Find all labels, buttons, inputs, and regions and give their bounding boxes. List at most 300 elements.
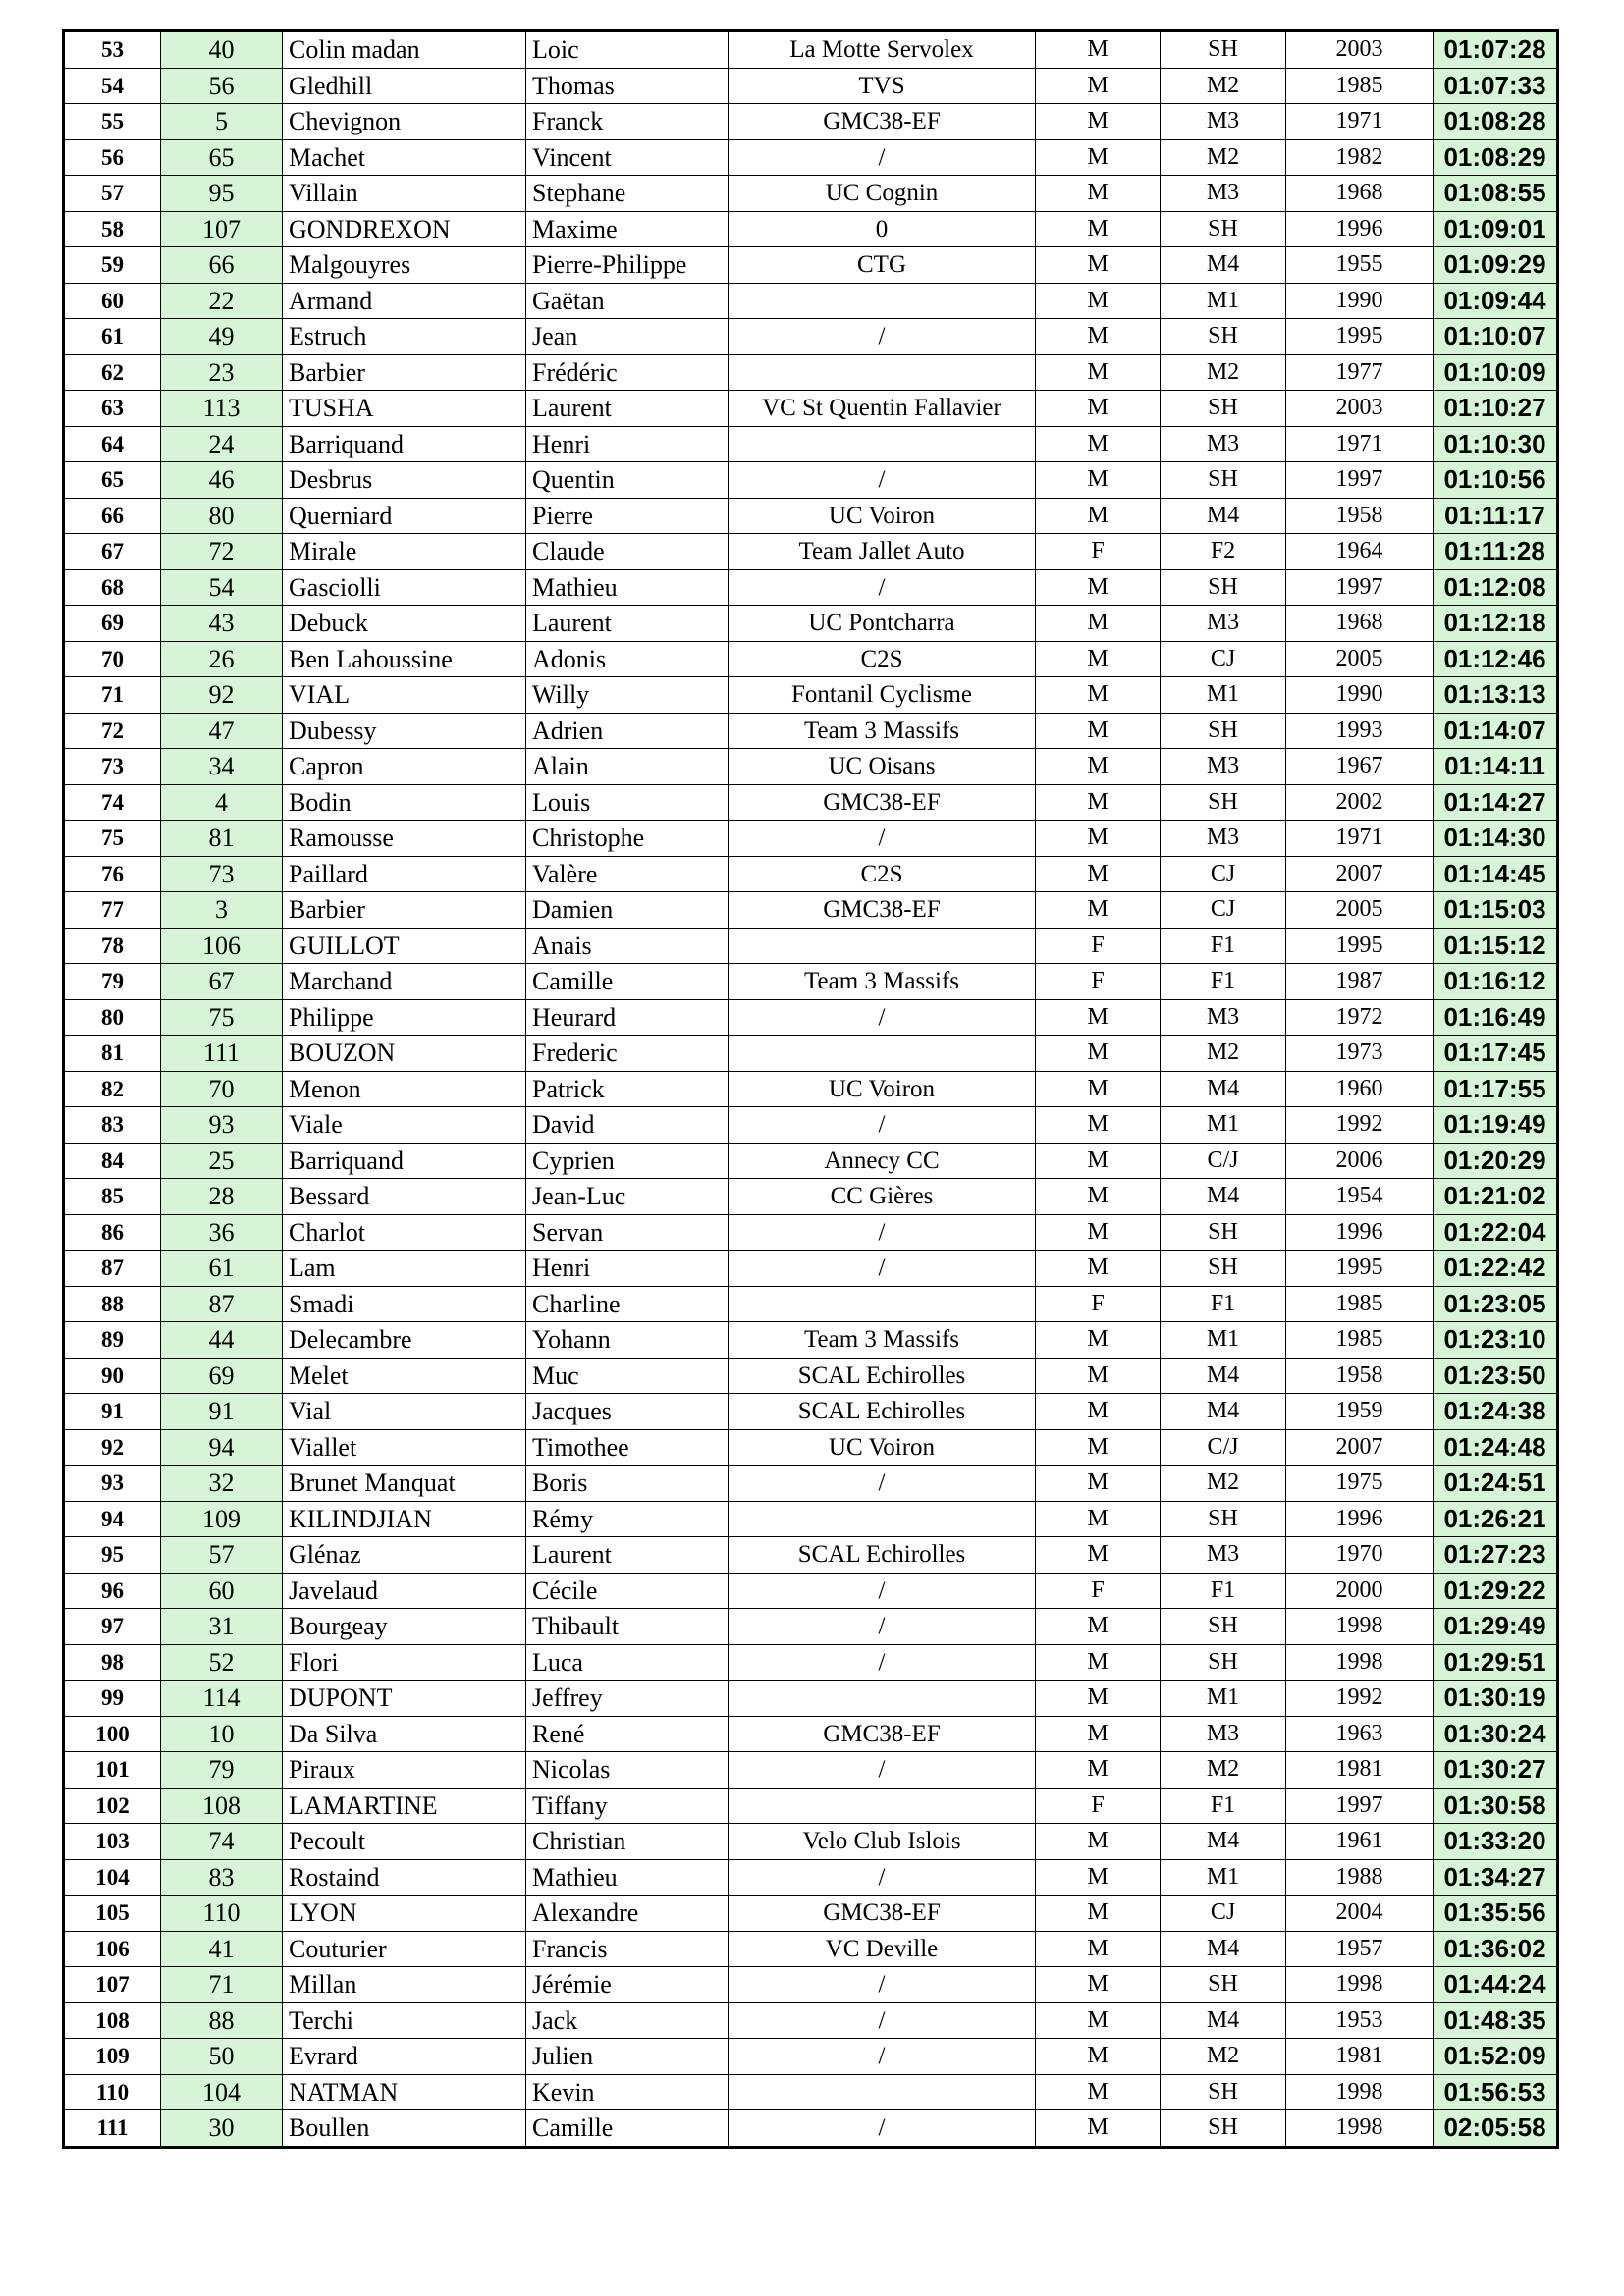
bib-cell: 25 (161, 1143, 283, 1179)
bib-cell: 109 (161, 1501, 283, 1537)
rank-cell: 101 (64, 1752, 161, 1789)
first-name-cell: Nicolas (526, 1752, 729, 1789)
first-name-cell: Maxime (526, 211, 729, 247)
sex-cell: M (1036, 749, 1161, 785)
rank-cell: 90 (64, 1358, 161, 1394)
sex-cell: M (1036, 999, 1161, 1036)
sex-cell: M (1036, 2110, 1161, 2148)
club-cell: / (729, 1967, 1036, 2003)
birth-year-cell: 1954 (1286, 1179, 1434, 1215)
rank-cell: 82 (64, 1071, 161, 1107)
bib-cell: 41 (161, 1931, 283, 1967)
time-cell: 01:23:50 (1434, 1358, 1558, 1394)
bib-cell: 30 (161, 2110, 283, 2148)
time-cell: 02:05:58 (1434, 2110, 1558, 2148)
time-cell: 01:09:29 (1434, 247, 1558, 284)
first-name-cell: Camille (526, 2110, 729, 2148)
table-row (64, 2074, 1558, 2110)
time-cell: 01:12:08 (1434, 569, 1558, 606)
table-row (64, 1071, 1558, 1107)
bib-cell: 65 (161, 139, 283, 176)
club-cell: Velo Club Islois (729, 1824, 1036, 1860)
table-row (64, 247, 1558, 284)
last-name-cell: Charlot (283, 1214, 526, 1251)
first-name-cell: Laurent (526, 606, 729, 642)
last-name-cell: Machet (283, 139, 526, 176)
club-cell: / (729, 1251, 1036, 1287)
bib-cell: 46 (161, 462, 283, 499)
table-row (64, 1214, 1558, 1251)
birth-year-cell: 1997 (1286, 1788, 1434, 1824)
last-name-cell: Desbrus (283, 462, 526, 499)
birth-year-cell: 1998 (1286, 2110, 1434, 2148)
first-name-cell: Alexandre (526, 1896, 729, 1932)
rank-cell: 96 (64, 1573, 161, 1609)
bib-cell: 110 (161, 1896, 283, 1932)
sex-cell: M (1036, 1681, 1161, 1717)
birth-year-cell: 1953 (1286, 2002, 1434, 2039)
sex-cell: M (1036, 1859, 1161, 1896)
first-name-cell: Cyprien (526, 1143, 729, 1179)
time-cell: 01:15:12 (1434, 928, 1558, 964)
bib-cell: 73 (161, 856, 283, 892)
first-name-cell: Gaëtan (526, 283, 729, 319)
time-cell: 01:14:27 (1434, 784, 1558, 821)
category-cell: SH (1161, 569, 1286, 606)
sex-cell: F (1036, 964, 1161, 1000)
club-cell: La Motte Servolex (729, 31, 1036, 69)
category-cell: M3 (1161, 1716, 1286, 1752)
sex-cell: M (1036, 856, 1161, 892)
birth-year-cell: 1975 (1286, 1466, 1434, 1502)
club-cell (729, 1286, 1036, 1322)
category-cell: M3 (1161, 104, 1286, 140)
birth-year-cell: 1971 (1286, 104, 1434, 140)
birth-year-cell: 1992 (1286, 1107, 1434, 1144)
birth-year-cell: 2002 (1286, 784, 1434, 821)
sex-cell: M (1036, 821, 1161, 857)
last-name-cell: Bourgeay (283, 1609, 526, 1645)
time-cell: 01:24:51 (1434, 1466, 1558, 1502)
rank-cell: 81 (64, 1036, 161, 1072)
first-name-cell: Frédéric (526, 354, 729, 391)
time-cell: 01:29:49 (1434, 1609, 1558, 1645)
last-name-cell: Gasciolli (283, 569, 526, 606)
first-name-cell: Heurard (526, 999, 729, 1036)
birth-year-cell: 1963 (1286, 1716, 1434, 1752)
bib-cell: 87 (161, 1286, 283, 1322)
category-cell: M2 (1161, 68, 1286, 104)
club-cell: / (729, 2039, 1036, 2075)
bib-cell: 52 (161, 1644, 283, 1681)
bib-cell: 114 (161, 1681, 283, 1717)
last-name-cell: Barriquand (283, 1143, 526, 1179)
table-row (64, 391, 1558, 427)
bib-cell: 56 (161, 68, 283, 104)
club-cell: Fontanil Cyclisme (729, 677, 1036, 714)
first-name-cell: Anais (526, 928, 729, 964)
last-name-cell: Piraux (283, 1752, 526, 1789)
first-name-cell: Thibault (526, 1609, 729, 1645)
category-cell: M2 (1161, 2039, 1286, 2075)
rank-cell: 68 (64, 569, 161, 606)
club-cell: GMC38-EF (729, 784, 1036, 821)
table-row (64, 1573, 1558, 1609)
birth-year-cell: 1996 (1286, 1214, 1434, 1251)
sex-cell: M (1036, 319, 1161, 355)
club-cell: / (729, 569, 1036, 606)
category-cell: SH (1161, 2110, 1286, 2148)
club-cell: / (729, 319, 1036, 355)
table-row (64, 2002, 1558, 2039)
last-name-cell: LYON (283, 1896, 526, 1932)
club-cell: CC Gières (729, 1179, 1036, 1215)
bib-cell: 43 (161, 606, 283, 642)
last-name-cell: Ben Lahoussine (283, 641, 526, 677)
bib-cell: 61 (161, 1251, 283, 1287)
rank-cell: 84 (64, 1143, 161, 1179)
results-body (64, 31, 1558, 2148)
last-name-cell: Philippe (283, 999, 526, 1036)
first-name-cell: Jérémie (526, 1967, 729, 2003)
sex-cell: F (1036, 1286, 1161, 1322)
first-name-cell: Camille (526, 964, 729, 1000)
last-name-cell: Lam (283, 1251, 526, 1287)
time-cell: 01:14:07 (1434, 713, 1558, 749)
category-cell: M4 (1161, 1071, 1286, 1107)
category-cell: M2 (1161, 1466, 1286, 1502)
rank-cell: 56 (64, 139, 161, 176)
last-name-cell: LAMARTINE (283, 1788, 526, 1824)
rank-cell: 60 (64, 283, 161, 319)
table-row (64, 1322, 1558, 1359)
club-cell: / (729, 1466, 1036, 1502)
club-cell (729, 928, 1036, 964)
rank-cell: 95 (64, 1537, 161, 1574)
category-cell: SH (1161, 31, 1286, 69)
table-row (64, 283, 1558, 319)
rank-cell: 74 (64, 784, 161, 821)
time-cell: 01:23:10 (1434, 1322, 1558, 1359)
table-row (64, 2110, 1558, 2148)
rank-cell: 99 (64, 1681, 161, 1717)
last-name-cell: Barbier (283, 354, 526, 391)
club-cell: GMC38-EF (729, 1716, 1036, 1752)
category-cell: M3 (1161, 749, 1286, 785)
club-cell: TVS (729, 68, 1036, 104)
table-row (64, 31, 1558, 69)
club-cell: UC Voiron (729, 498, 1036, 534)
first-name-cell: Frederic (526, 1036, 729, 1072)
first-name-cell: Laurent (526, 391, 729, 427)
table-row (64, 1107, 1558, 1144)
rank-cell: 107 (64, 1967, 161, 2003)
birth-year-cell: 2003 (1286, 31, 1434, 69)
birth-year-cell: 2003 (1286, 391, 1434, 427)
category-cell: M4 (1161, 2002, 1286, 2039)
category-cell: M3 (1161, 821, 1286, 857)
last-name-cell: Rostaind (283, 1859, 526, 1896)
birth-year-cell: 1997 (1286, 569, 1434, 606)
bib-cell: 66 (161, 247, 283, 284)
sex-cell: M (1036, 713, 1161, 749)
last-name-cell: Gledhill (283, 68, 526, 104)
table-row (64, 641, 1558, 677)
time-cell: 01:19:49 (1434, 1107, 1558, 1144)
category-cell: SH (1161, 1609, 1286, 1645)
sex-cell: M (1036, 104, 1161, 140)
rank-cell: 69 (64, 606, 161, 642)
birth-year-cell: 2007 (1286, 856, 1434, 892)
table-row (64, 892, 1558, 929)
category-cell: M1 (1161, 283, 1286, 319)
last-name-cell: Estruch (283, 319, 526, 355)
sex-cell: M (1036, 1322, 1161, 1359)
first-name-cell: Thomas (526, 68, 729, 104)
time-cell: 01:33:20 (1434, 1824, 1558, 1860)
birth-year-cell: 1995 (1286, 319, 1434, 355)
category-cell: M4 (1161, 498, 1286, 534)
time-cell: 01:21:02 (1434, 1179, 1558, 1215)
time-cell: 01:48:35 (1434, 2002, 1558, 2039)
rank-cell: 108 (64, 2002, 161, 2039)
birth-year-cell: 1977 (1286, 354, 1434, 391)
first-name-cell: Mathieu (526, 569, 729, 606)
last-name-cell: Millan (283, 1967, 526, 2003)
table-row (64, 713, 1558, 749)
bib-cell: 70 (161, 1071, 283, 1107)
last-name-cell: Terchi (283, 2002, 526, 2039)
table-row (64, 1859, 1558, 1896)
sex-cell: M (1036, 892, 1161, 929)
sex-cell: M (1036, 1358, 1161, 1394)
club-cell: / (729, 2110, 1036, 2148)
club-cell (729, 354, 1036, 391)
bib-cell: 91 (161, 1394, 283, 1430)
last-name-cell: Barriquand (283, 426, 526, 462)
category-cell: M1 (1161, 677, 1286, 714)
table-row (64, 1501, 1558, 1537)
last-name-cell: Capron (283, 749, 526, 785)
sex-cell: M (1036, 211, 1161, 247)
table-row (64, 1358, 1558, 1394)
rank-cell: 85 (64, 1179, 161, 1215)
category-cell: SH (1161, 784, 1286, 821)
table-row (64, 354, 1558, 391)
rank-cell: 64 (64, 426, 161, 462)
table-row (64, 999, 1558, 1036)
first-name-cell: Adonis (526, 641, 729, 677)
club-cell: UC Oisans (729, 749, 1036, 785)
sex-cell: M (1036, 1107, 1161, 1144)
rank-cell: 103 (64, 1824, 161, 1860)
time-cell: 01:12:18 (1434, 606, 1558, 642)
birth-year-cell: 1995 (1286, 1251, 1434, 1287)
sex-cell: M (1036, 498, 1161, 534)
time-cell: 01:29:51 (1434, 1644, 1558, 1681)
birth-year-cell: 1972 (1286, 999, 1434, 1036)
time-cell: 01:16:49 (1434, 999, 1558, 1036)
bib-cell: 36 (161, 1214, 283, 1251)
category-cell: M3 (1161, 426, 1286, 462)
last-name-cell: Ramousse (283, 821, 526, 857)
rank-cell: 87 (64, 1251, 161, 1287)
first-name-cell: Loic (526, 31, 729, 69)
club-cell: Annecy CC (729, 1143, 1036, 1179)
bib-cell: 23 (161, 354, 283, 391)
table-row (64, 1286, 1558, 1322)
category-cell: F1 (1161, 1573, 1286, 1609)
category-cell: SH (1161, 319, 1286, 355)
sex-cell: M (1036, 1716, 1161, 1752)
time-cell: 01:17:45 (1434, 1036, 1558, 1072)
birth-year-cell: 1985 (1286, 1322, 1434, 1359)
bib-cell: 60 (161, 1573, 283, 1609)
birth-year-cell: 1985 (1286, 68, 1434, 104)
last-name-cell: DUPONT (283, 1681, 526, 1717)
sex-cell: F (1036, 534, 1161, 570)
sex-cell: M (1036, 1071, 1161, 1107)
sex-cell: M (1036, 569, 1161, 606)
sex-cell: M (1036, 1214, 1161, 1251)
bib-cell: 107 (161, 211, 283, 247)
club-cell: C2S (729, 641, 1036, 677)
time-cell: 01:10:07 (1434, 319, 1558, 355)
rank-cell: 67 (64, 534, 161, 570)
club-cell: / (729, 1107, 1036, 1144)
bib-cell: 67 (161, 964, 283, 1000)
category-cell: M3 (1161, 1537, 1286, 1574)
birth-year-cell: 1985 (1286, 1286, 1434, 1322)
category-cell: F1 (1161, 964, 1286, 1000)
club-cell: Team 3 Massifs (729, 713, 1036, 749)
bib-cell: 113 (161, 391, 283, 427)
category-cell: F2 (1161, 534, 1286, 570)
category-cell: M3 (1161, 176, 1286, 212)
time-cell: 01:30:19 (1434, 1681, 1558, 1717)
birth-year-cell: 1971 (1286, 821, 1434, 857)
category-cell: CJ (1161, 641, 1286, 677)
category-cell: M3 (1161, 606, 1286, 642)
club-cell: / (729, 462, 1036, 499)
last-name-cell: Vial (283, 1394, 526, 1430)
sex-cell: M (1036, 1036, 1161, 1072)
club-cell: VC St Quentin Fallavier (729, 391, 1036, 427)
time-cell: 01:17:55 (1434, 1071, 1558, 1107)
rank-cell: 53 (64, 31, 161, 69)
first-name-cell: Laurent (526, 1537, 729, 1574)
category-cell: M4 (1161, 1358, 1286, 1394)
first-name-cell: Louis (526, 784, 729, 821)
sex-cell: M (1036, 1179, 1161, 1215)
table-row (64, 2039, 1558, 2075)
birth-year-cell: 1958 (1286, 1358, 1434, 1394)
bib-cell: 81 (161, 821, 283, 857)
time-cell: 01:30:58 (1434, 1788, 1558, 1824)
time-cell: 01:10:27 (1434, 391, 1558, 427)
first-name-cell: Charline (526, 1286, 729, 1322)
birth-year-cell: 1982 (1286, 139, 1434, 176)
table-row (64, 856, 1558, 892)
sex-cell: M (1036, 784, 1161, 821)
category-cell: M4 (1161, 1394, 1286, 1430)
first-name-cell: Henri (526, 426, 729, 462)
time-cell: 01:27:23 (1434, 1537, 1558, 1574)
first-name-cell: Luca (526, 1644, 729, 1681)
rank-cell: 110 (64, 2074, 161, 2110)
results-table (62, 29, 1559, 2149)
last-name-cell: Brunet Manquat (283, 1466, 526, 1502)
first-name-cell: Claude (526, 534, 729, 570)
club-cell: / (729, 1859, 1036, 1896)
birth-year-cell: 1968 (1286, 176, 1434, 212)
club-cell: Team Jallet Auto (729, 534, 1036, 570)
bib-cell: 4 (161, 784, 283, 821)
category-cell: M2 (1161, 354, 1286, 391)
sex-cell: M (1036, 1501, 1161, 1537)
birth-year-cell: 1990 (1286, 283, 1434, 319)
bib-cell: 31 (161, 1609, 283, 1645)
sex-cell: M (1036, 2074, 1161, 2110)
last-name-cell: Colin madan (283, 31, 526, 69)
birth-year-cell: 1973 (1286, 1036, 1434, 1072)
bib-cell: 72 (161, 534, 283, 570)
category-cell: SH (1161, 462, 1286, 499)
last-name-cell: Querniard (283, 498, 526, 534)
bib-cell: 28 (161, 1179, 283, 1215)
birth-year-cell: 1968 (1286, 606, 1434, 642)
time-cell: 01:08:29 (1434, 139, 1558, 176)
table-row (64, 1788, 1558, 1824)
bib-cell: 54 (161, 569, 283, 606)
time-cell: 01:11:28 (1434, 534, 1558, 570)
last-name-cell: Delecambre (283, 1322, 526, 1359)
table-row (64, 426, 1558, 462)
last-name-cell: Paillard (283, 856, 526, 892)
rank-cell: 71 (64, 677, 161, 714)
club-cell: SCAL Echirolles (729, 1537, 1036, 1574)
last-name-cell: VIAL (283, 677, 526, 714)
rank-cell: 102 (64, 1788, 161, 1824)
sex-cell: M (1036, 2002, 1161, 2039)
category-cell: CJ (1161, 856, 1286, 892)
sex-cell: M (1036, 1609, 1161, 1645)
first-name-cell: Franck (526, 104, 729, 140)
table-row (64, 1036, 1558, 1072)
rank-cell: 93 (64, 1466, 161, 1502)
club-cell: UC Pontcharra (729, 606, 1036, 642)
last-name-cell: GUILLOT (283, 928, 526, 964)
table-row (64, 1609, 1558, 1645)
table-row (64, 176, 1558, 212)
club-cell: / (729, 2002, 1036, 2039)
category-cell: F1 (1161, 1286, 1286, 1322)
rank-cell: 59 (64, 247, 161, 284)
bib-cell: 22 (161, 283, 283, 319)
last-name-cell: Glénaz (283, 1537, 526, 1574)
club-cell (729, 2074, 1036, 2110)
table-row (64, 104, 1558, 140)
first-name-cell: Damien (526, 892, 729, 929)
category-cell: M4 (1161, 1931, 1286, 1967)
first-name-cell: Boris (526, 1466, 729, 1502)
category-cell: SH (1161, 391, 1286, 427)
category-cell: M1 (1161, 1107, 1286, 1144)
category-cell: SH (1161, 713, 1286, 749)
bib-cell: 47 (161, 713, 283, 749)
first-name-cell: Rémy (526, 1501, 729, 1537)
table-row (64, 1466, 1558, 1502)
